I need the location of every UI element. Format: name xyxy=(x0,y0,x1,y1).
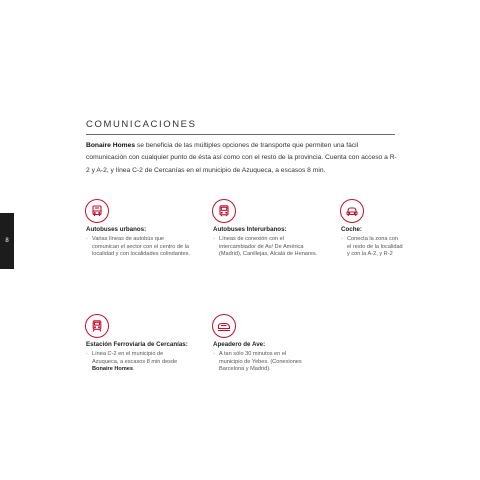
card-title-interurban-buses: Autobuses Interurbanos: xyxy=(213,226,287,233)
title-divider xyxy=(86,134,395,135)
section-title: COMUNICACIONES xyxy=(86,119,197,130)
coach-icon xyxy=(212,199,236,223)
card-text-urban-buses: - Varias líneas de autobús que comunican el sector con el centro de la localidad y con localidades colindantes. xyxy=(86,236,190,258)
card-brand: Bonaire Homes xyxy=(92,366,134,373)
bus-icon xyxy=(85,199,109,223)
card-text-high-speed-stop: - A tan sólo 30 minutos en el municipio de Yebes. (Conexiones Barcelona y Madrid). xyxy=(213,351,302,373)
car-icon xyxy=(340,199,364,223)
page-number: 8 xyxy=(5,238,9,244)
intro-brand: Bonaire Homes xyxy=(86,142,136,149)
card-title-high-speed-stop: Apeadero de Ave: xyxy=(213,341,266,348)
train-icon xyxy=(85,314,109,338)
high-speed-train-icon xyxy=(212,314,236,338)
card-title-car: Coche: xyxy=(341,226,362,233)
intro-text: se beneficia de las múltiples opciones de transporte que permiten una fácil comunicación con cualquier punto de ésta así como con el resto de la provincia. Cuenta con acceso a R-2 y A-2, y línea C-2 de Cercanías en el municipio de Azuqueca, a escasos 8 min. xyxy=(86,142,397,174)
card-text-commuter-rail: - Línea C-2 en el municipio de Azuqueca, a escasos 8 min desde Bonaire Homes. xyxy=(86,351,178,373)
bullet-dash: - xyxy=(86,351,88,357)
card-text-car: - Conecta la zona con el resto de la localidad y con la A-2, y R-2 xyxy=(341,236,403,258)
bullet-dash: - xyxy=(341,236,343,242)
bullet-dash: - xyxy=(213,351,215,357)
bullet-dash: - xyxy=(213,236,215,242)
intro-paragraph xyxy=(86,140,398,177)
card-text-interurban-buses: - Líneas de conexión con el intercambiador de Av/ De América (Madrid), Canillejas, Alcalá de Henares. xyxy=(213,236,318,258)
card-title-urban-buses: Autobuses urbanos: xyxy=(86,226,147,233)
bullet-dash: - xyxy=(86,236,88,242)
card-title-commuter-rail: Estación Ferroviaria de Cercanías: xyxy=(86,341,188,348)
page-number-tab xyxy=(0,213,14,269)
